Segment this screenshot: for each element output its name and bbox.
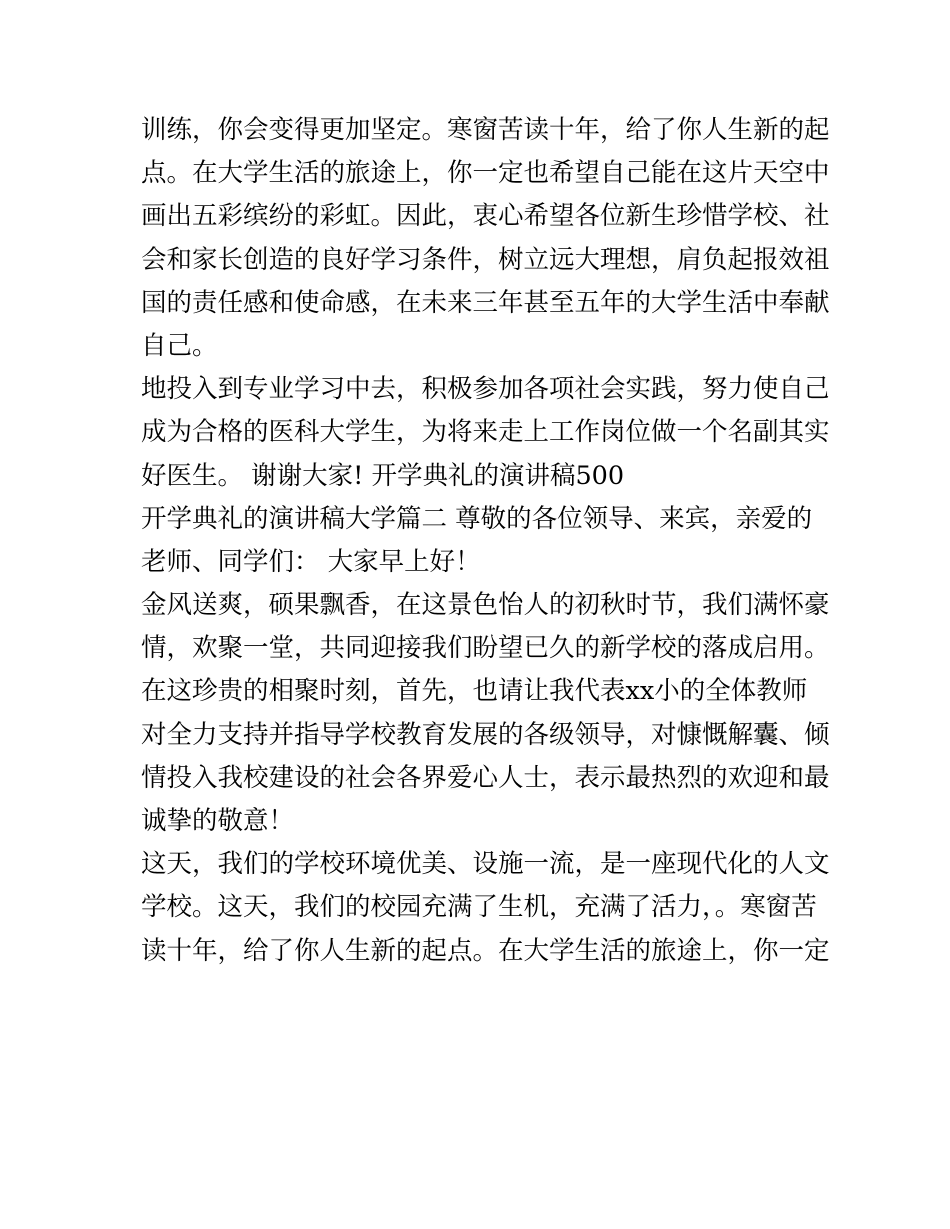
text-line: 学校。这天，我们的校园充满了生机，充满了活力，。寒窗苦	[141, 892, 817, 923]
text-line: 自己。	[141, 330, 218, 361]
text-line: 老师、同学们： 大家早上好！	[141, 546, 481, 577]
text-line: 情投入我校建设的社会各界爱心人士，表示最热烈的欢迎和最	[141, 762, 830, 793]
text-line: 读十年，给了你人生新的起点。在大学生活的旅途上，你一定	[141, 935, 830, 966]
text-line: 训练，你会变得更加坚定。寒窗苦读十年，给了你人生新的起	[141, 115, 830, 145]
text-line: 地投入到专业学习中去，积极参加各项社会实践，努力使自己	[141, 374, 830, 405]
text-line: 情，欢聚一堂，共同迎接我们盼望已久的新学校的落成启用。	[141, 633, 830, 664]
text-line: 这天，我们的学校环境优美、设施一流，是一座现代化的人文	[141, 849, 830, 880]
text-line: 在这珍贵的相聚时刻，首先，也请让我代表xx小的全体教师	[141, 676, 808, 707]
text-line: 开学典礼的演讲稿大学篇二 尊敬的各位领导、来宾，亲爱的	[141, 503, 813, 534]
text-line: 会和家长创造的良好学习条件，树立远大理想，肩负起报效祖	[141, 244, 830, 275]
text-line: 国的责任感和使命感，在未来三年甚至五年的大学生活中奉献	[141, 287, 830, 318]
text-line: 成为合格的医科大学生，为将来走上工作岗位做一个名副其实	[141, 417, 830, 448]
text-line: 金风送爽，硕果飘香，在这景色怡人的初秋时节，我们满怀豪	[141, 590, 830, 621]
text-line: 点。在大学生活的旅途上，你一定也希望自己能在这片天空中	[141, 158, 830, 189]
document-body	[141, 109, 830, 973]
text-line: 诚挚的敬意！	[141, 806, 295, 836]
text-line: 画出五彩缤纷的彩虹。因此，衷心希望各位新生珍惜学校、社	[141, 201, 830, 232]
text-line: 好医生。 谢谢大家! 开学典礼的演讲稿500	[141, 460, 625, 491]
text-line: 对全力支持并指导学校教育发展的各级领导，对慷慨解囊、倾	[141, 719, 830, 750]
